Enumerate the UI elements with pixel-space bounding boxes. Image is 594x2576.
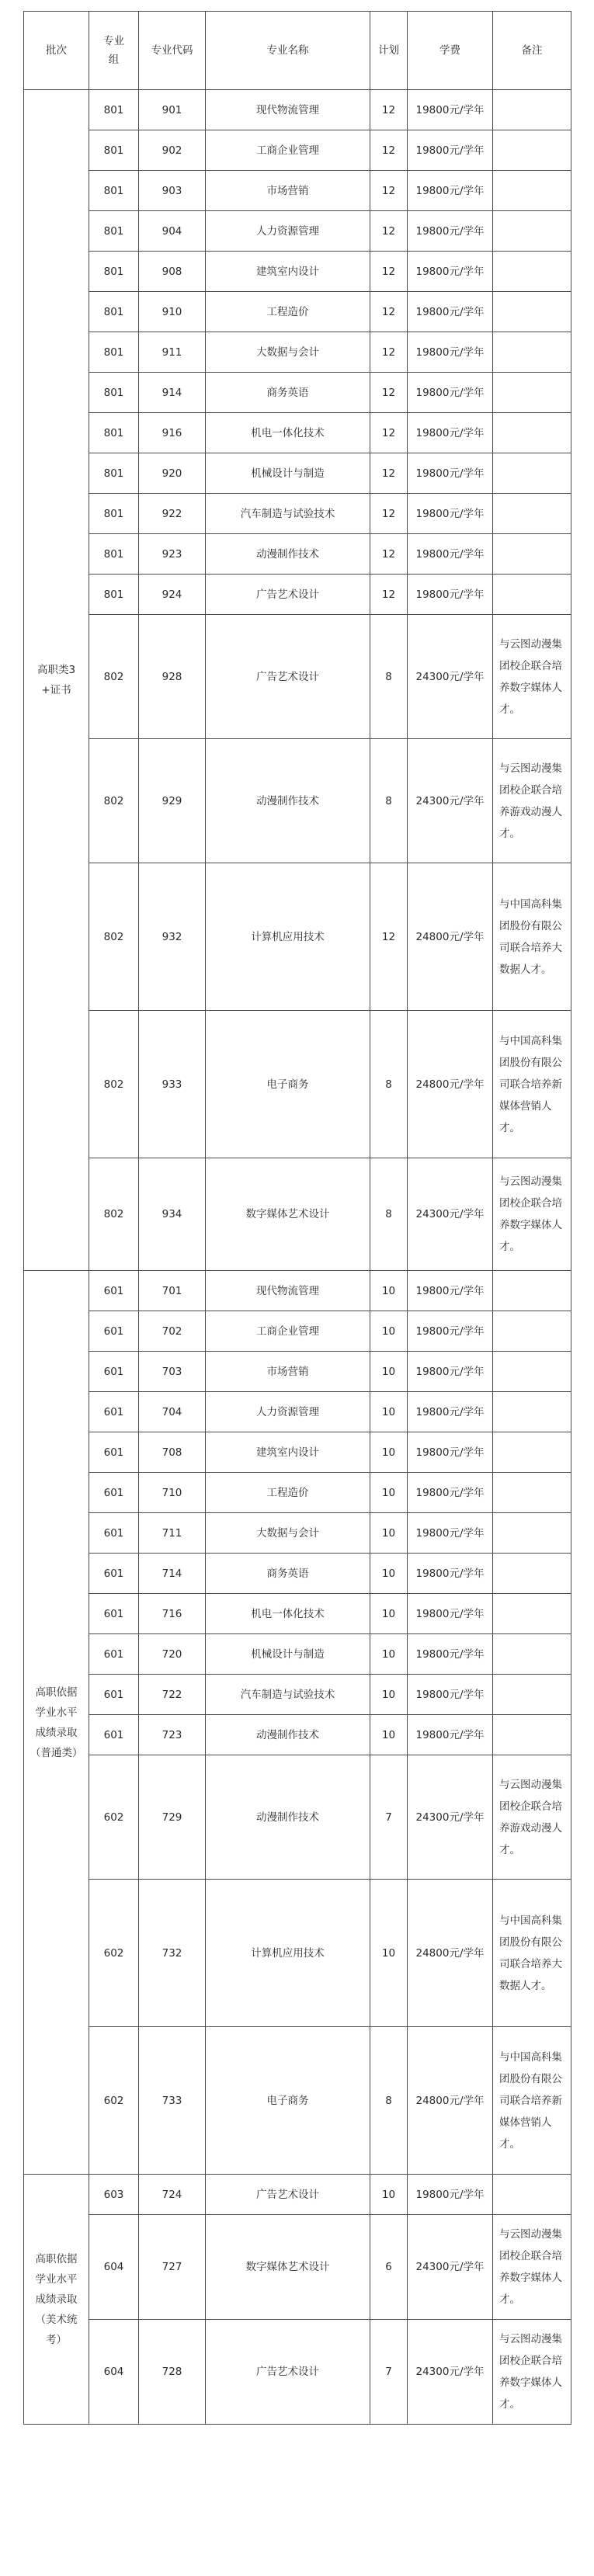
- note-cell: [493, 1473, 571, 1513]
- plan-cell: 12: [370, 373, 408, 413]
- group-cell: 802: [89, 615, 139, 739]
- plan-cell: 6: [370, 2215, 408, 2320]
- note-cell: [493, 1352, 571, 1392]
- table-row: [24, 1755, 571, 1880]
- note-cell: [493, 1311, 571, 1352]
- plan-cell: 12: [370, 252, 408, 292]
- group-cell: 802: [89, 863, 139, 1011]
- fee-cell: 19800元/学年: [408, 373, 493, 413]
- fee-cell: 19800元/学年: [408, 1513, 493, 1554]
- table-row: [24, 1473, 571, 1513]
- name-cell: 动漫制作技术: [206, 1715, 370, 1755]
- group-cell: 801: [89, 373, 139, 413]
- code-cell: 904: [139, 211, 206, 252]
- note-cell: 与中国高科集团股份有限公司联合培养大数据人才。: [493, 863, 571, 1011]
- note-cell: [493, 1675, 571, 1715]
- code-cell: 722: [139, 1675, 206, 1715]
- table-row: [24, 1311, 571, 1352]
- group-cell: 801: [89, 211, 139, 252]
- table-row: [24, 534, 571, 575]
- plan-cell: 12: [370, 211, 408, 252]
- note-cell: [493, 373, 571, 413]
- plan-cell: 12: [370, 292, 408, 332]
- plan-cell: 8: [370, 1011, 408, 1158]
- plan-cell: 8: [370, 2027, 408, 2175]
- code-cell: 910: [139, 292, 206, 332]
- table-row: [24, 1011, 571, 1158]
- name-cell: 数字媒体艺术设计: [206, 1158, 370, 1271]
- table-row: [24, 1392, 571, 1432]
- name-cell: 广告艺术设计: [206, 2320, 370, 2425]
- code-cell: 933: [139, 1011, 206, 1158]
- code-cell: 922: [139, 494, 206, 534]
- name-cell: 汽车制造与试验技术: [206, 1675, 370, 1715]
- table-row: [24, 2215, 571, 2320]
- group-cell: 601: [89, 1554, 139, 1594]
- fee-cell: 24300元/学年: [408, 1755, 493, 1880]
- fee-cell: 19800元/学年: [408, 494, 493, 534]
- note-cell: [493, 1594, 571, 1634]
- note-cell: 与云图动漫集团校企联合培养数字媒体人才。: [493, 2215, 571, 2320]
- table-row: [24, 1158, 571, 1271]
- name-cell: 机电一体化技术: [206, 1594, 370, 1634]
- plan-cell: 10: [370, 1473, 408, 1513]
- note-cell: 与中国高科集团股份有限公司联合培养新媒体营销人才。: [493, 2027, 571, 2175]
- name-cell: 机械设计与制造: [206, 1634, 370, 1675]
- fee-cell: 19800元/学年: [408, 453, 493, 494]
- name-cell: 动漫制作技术: [206, 739, 370, 863]
- fee-cell: 24300元/学年: [408, 1158, 493, 1271]
- header-group: 专业组: [89, 12, 139, 90]
- header-batch: 批次: [24, 12, 89, 90]
- fee-cell: 19800元/学年: [408, 252, 493, 292]
- group-cell: 801: [89, 171, 139, 211]
- name-cell: 计算机应用技术: [206, 1880, 370, 2027]
- group-cell: 601: [89, 1271, 139, 1311]
- name-cell: 工程造价: [206, 292, 370, 332]
- plan-cell: 10: [370, 1432, 408, 1473]
- code-cell: 932: [139, 863, 206, 1011]
- group-cell: 601: [89, 1594, 139, 1634]
- plan-cell: 12: [370, 90, 408, 130]
- code-cell: 732: [139, 1880, 206, 2027]
- table-header-row: [24, 12, 571, 90]
- name-cell: 机电一体化技术: [206, 413, 370, 453]
- plan-cell: 12: [370, 575, 408, 615]
- note-cell: 与中国高科集团股份有限公司联合培养新媒体营销人才。: [493, 1011, 571, 1158]
- plan-cell: 12: [370, 171, 408, 211]
- name-cell: 工程造价: [206, 1473, 370, 1513]
- fee-cell: 24300元/学年: [408, 615, 493, 739]
- code-cell: 923: [139, 534, 206, 575]
- note-cell: [493, 413, 571, 453]
- fee-cell: 19800元/学年: [408, 1473, 493, 1513]
- group-cell: 601: [89, 1352, 139, 1392]
- code-cell: 911: [139, 332, 206, 373]
- table-row: [24, 1715, 571, 1755]
- table-row: [24, 1271, 571, 1311]
- code-cell: 724: [139, 2175, 206, 2215]
- fee-cell: 24300元/学年: [408, 2215, 493, 2320]
- fee-cell: 24300元/学年: [408, 739, 493, 863]
- group-cell: 801: [89, 534, 139, 575]
- code-cell: 903: [139, 171, 206, 211]
- table-row: [24, 1634, 571, 1675]
- fee-cell: 19800元/学年: [408, 1715, 493, 1755]
- code-cell: 710: [139, 1473, 206, 1513]
- note-cell: [493, 575, 571, 615]
- name-cell: 广告艺术设计: [206, 2175, 370, 2215]
- fee-cell: 19800元/学年: [408, 211, 493, 252]
- name-cell: 机械设计与制造: [206, 453, 370, 494]
- fee-cell: 19800元/学年: [408, 534, 493, 575]
- plan-cell: 10: [370, 1634, 408, 1675]
- code-cell: 929: [139, 739, 206, 863]
- code-cell: 714: [139, 1554, 206, 1594]
- name-cell: 电子商务: [206, 1011, 370, 1158]
- name-cell: 电子商务: [206, 2027, 370, 2175]
- code-cell: 723: [139, 1715, 206, 1755]
- fee-cell: 19800元/学年: [408, 1271, 493, 1311]
- fee-cell: 19800元/学年: [408, 2175, 493, 2215]
- note-cell: 与云图动漫集团校企联合培养数字媒体人才。: [493, 615, 571, 739]
- table-row: [24, 1594, 571, 1634]
- group-cell: 601: [89, 1311, 139, 1352]
- table-row: [24, 494, 571, 534]
- group-cell: 604: [89, 2320, 139, 2425]
- group-cell: 802: [89, 739, 139, 863]
- fee-cell: 19800元/学年: [408, 1594, 493, 1634]
- plan-cell: 12: [370, 130, 408, 171]
- note-cell: [493, 1715, 571, 1755]
- note-cell: 与云图动漫集团校企联合培养游戏动漫人才。: [493, 1755, 571, 1880]
- group-cell: 801: [89, 332, 139, 373]
- admission-plan-table: [23, 11, 571, 2425]
- table-row: [24, 2175, 571, 2215]
- table-row: [24, 413, 571, 453]
- note-cell: [493, 494, 571, 534]
- plan-cell: 8: [370, 1158, 408, 1271]
- name-cell: 数字媒体艺术设计: [206, 2215, 370, 2320]
- note-cell: [493, 1432, 571, 1473]
- note-cell: 与云图动漫集团校企联合培养数字媒体人才。: [493, 1158, 571, 1271]
- fee-cell: 24800元/学年: [408, 2027, 493, 2175]
- group-cell: 604: [89, 2215, 139, 2320]
- plan-cell: 7: [370, 1755, 408, 1880]
- name-cell: 市场营销: [206, 1352, 370, 1392]
- fee-cell: 19800元/学年: [408, 1311, 493, 1352]
- code-cell: 728: [139, 2320, 206, 2425]
- table-row: [24, 211, 571, 252]
- table-row: [24, 332, 571, 373]
- note-cell: [493, 1271, 571, 1311]
- group-cell: 801: [89, 453, 139, 494]
- name-cell: 商务英语: [206, 1554, 370, 1594]
- plan-cell: 10: [370, 1392, 408, 1432]
- name-cell: 广告艺术设计: [206, 575, 370, 615]
- fee-cell: 24800元/学年: [408, 1011, 493, 1158]
- name-cell: 人力资源管理: [206, 211, 370, 252]
- group-cell: 801: [89, 292, 139, 332]
- code-cell: 908: [139, 252, 206, 292]
- group-cell: 801: [89, 130, 139, 171]
- code-cell: 902: [139, 130, 206, 171]
- table-row: [24, 1432, 571, 1473]
- fee-cell: 19800元/学年: [408, 1554, 493, 1594]
- fee-cell: 24800元/学年: [408, 863, 493, 1011]
- plan-cell: 10: [370, 1271, 408, 1311]
- note-cell: 与中国高科集团股份有限公司联合培养大数据人才。: [493, 1880, 571, 2027]
- table-row: [24, 2027, 571, 2175]
- name-cell: 大数据与会计: [206, 1513, 370, 1554]
- name-cell: 广告艺术设计: [206, 615, 370, 739]
- group-cell: 602: [89, 2027, 139, 2175]
- code-cell: 720: [139, 1634, 206, 1675]
- group-cell: 802: [89, 1158, 139, 1271]
- plan-cell: 10: [370, 1311, 408, 1352]
- plan-cell: 12: [370, 413, 408, 453]
- name-cell: 大数据与会计: [206, 332, 370, 373]
- table-row: [24, 2320, 571, 2425]
- fee-cell: 19800元/学年: [408, 1352, 493, 1392]
- group-cell: 602: [89, 1880, 139, 2027]
- code-cell: 733: [139, 2027, 206, 2175]
- code-cell: 916: [139, 413, 206, 453]
- name-cell: 汽车制造与试验技术: [206, 494, 370, 534]
- note-cell: [493, 252, 571, 292]
- batch-cell: 高职依据学业水平成绩录取（美术统考）: [24, 2175, 89, 2425]
- code-cell: 703: [139, 1352, 206, 1392]
- code-cell: 914: [139, 373, 206, 413]
- note-cell: [493, 1392, 571, 1432]
- note-cell: [493, 2175, 571, 2215]
- name-cell: 人力资源管理: [206, 1392, 370, 1432]
- fee-cell: 19800元/学年: [408, 413, 493, 453]
- table-row: [24, 90, 571, 130]
- table-row: [24, 1352, 571, 1392]
- group-cell: 602: [89, 1755, 139, 1880]
- group-cell: 601: [89, 1675, 139, 1715]
- code-cell: 729: [139, 1755, 206, 1880]
- plan-cell: 10: [370, 1715, 408, 1755]
- note-cell: [493, 1634, 571, 1675]
- note-cell: [493, 332, 571, 373]
- header-fee: 学费: [408, 12, 493, 90]
- name-cell: 计算机应用技术: [206, 863, 370, 1011]
- fee-cell: 19800元/学年: [408, 1675, 493, 1715]
- fee-cell: 19800元/学年: [408, 332, 493, 373]
- name-cell: 商务英语: [206, 373, 370, 413]
- fee-cell: 19800元/学年: [408, 1432, 493, 1473]
- plan-cell: 8: [370, 615, 408, 739]
- header-plan: 计划: [370, 12, 408, 90]
- table-row: [24, 252, 571, 292]
- code-cell: 704: [139, 1392, 206, 1432]
- code-cell: 934: [139, 1158, 206, 1271]
- code-cell: 716: [139, 1594, 206, 1634]
- plan-cell: 10: [370, 1675, 408, 1715]
- note-cell: [493, 292, 571, 332]
- fee-cell: 24800元/学年: [408, 1880, 493, 2027]
- note-cell: [493, 534, 571, 575]
- code-cell: 701: [139, 1271, 206, 1311]
- group-cell: 801: [89, 413, 139, 453]
- code-cell: 711: [139, 1513, 206, 1554]
- group-cell: 801: [89, 252, 139, 292]
- plan-cell: 10: [370, 1594, 408, 1634]
- note-cell: 与云图动漫集团校企联合培养游戏动漫人才。: [493, 739, 571, 863]
- group-cell: 601: [89, 1715, 139, 1755]
- fee-cell: 19800元/学年: [408, 130, 493, 171]
- fee-cell: 19800元/学年: [408, 575, 493, 615]
- name-cell: 现代物流管理: [206, 90, 370, 130]
- name-cell: 市场营销: [206, 171, 370, 211]
- group-cell: 801: [89, 90, 139, 130]
- note-cell: [493, 90, 571, 130]
- plan-cell: 10: [370, 1513, 408, 1554]
- note-cell: [493, 1554, 571, 1594]
- note-cell: 与云图动漫集团校企联合培养数字媒体人才。: [493, 2320, 571, 2425]
- table-row: [24, 1513, 571, 1554]
- note-cell: [493, 171, 571, 211]
- header-code: 专业代码: [139, 12, 206, 90]
- plan-cell: 12: [370, 534, 408, 575]
- table-row: [24, 1675, 571, 1715]
- name-cell: 工商企业管理: [206, 130, 370, 171]
- table-row: [24, 1554, 571, 1594]
- table-row: [24, 739, 571, 863]
- plan-cell: 12: [370, 332, 408, 373]
- table-row: [24, 171, 571, 211]
- code-cell: 702: [139, 1311, 206, 1352]
- note-cell: [493, 211, 571, 252]
- fee-cell: 19800元/学年: [408, 171, 493, 211]
- batch-cell: 高职依据学业水平成绩录取（普通类）: [24, 1271, 89, 2175]
- plan-cell: 12: [370, 453, 408, 494]
- code-cell: 924: [139, 575, 206, 615]
- group-cell: 601: [89, 1513, 139, 1554]
- code-cell: 708: [139, 1432, 206, 1473]
- fee-cell: 19800元/学年: [408, 1392, 493, 1432]
- fee-cell: 19800元/学年: [408, 292, 493, 332]
- table-row: [24, 575, 571, 615]
- plan-cell: 8: [370, 739, 408, 863]
- group-cell: 601: [89, 1392, 139, 1432]
- header-note: 备注: [493, 12, 571, 90]
- plan-cell: 10: [370, 1352, 408, 1392]
- group-cell: 603: [89, 2175, 139, 2215]
- group-cell: 802: [89, 1011, 139, 1158]
- code-cell: 920: [139, 453, 206, 494]
- group-cell: 801: [89, 575, 139, 615]
- plan-cell: 12: [370, 494, 408, 534]
- code-cell: 928: [139, 615, 206, 739]
- name-cell: 建筑室内设计: [206, 252, 370, 292]
- table-row: [24, 292, 571, 332]
- name-cell: 建筑室内设计: [206, 1432, 370, 1473]
- fee-cell: 24300元/学年: [408, 2320, 493, 2425]
- table-row: [24, 615, 571, 739]
- table-row: [24, 373, 571, 413]
- note-cell: [493, 453, 571, 494]
- name-cell: 工商企业管理: [206, 1311, 370, 1352]
- plan-cell: 10: [370, 2175, 408, 2215]
- table-row: [24, 1880, 571, 2027]
- plan-cell: 10: [370, 1554, 408, 1594]
- group-cell: 601: [89, 1432, 139, 1473]
- fee-cell: 19800元/学年: [408, 1634, 493, 1675]
- table-row: [24, 453, 571, 494]
- header-name: 专业名称: [206, 12, 370, 90]
- name-cell: 动漫制作技术: [206, 534, 370, 575]
- plan-cell: 7: [370, 2320, 408, 2425]
- note-cell: [493, 130, 571, 171]
- batch-cell: 高职类3+证书: [24, 90, 89, 1271]
- note-cell: [493, 1513, 571, 1554]
- group-cell: 601: [89, 1634, 139, 1675]
- group-cell: 601: [89, 1473, 139, 1513]
- name-cell: 现代物流管理: [206, 1271, 370, 1311]
- plan-cell: 12: [370, 863, 408, 1011]
- code-cell: 727: [139, 2215, 206, 2320]
- code-cell: 901: [139, 90, 206, 130]
- plan-cell: 10: [370, 1880, 408, 2027]
- group-cell: 801: [89, 494, 139, 534]
- table-row: [24, 130, 571, 171]
- fee-cell: 19800元/学年: [408, 90, 493, 130]
- table-row: [24, 863, 571, 1011]
- name-cell: 动漫制作技术: [206, 1755, 370, 1880]
